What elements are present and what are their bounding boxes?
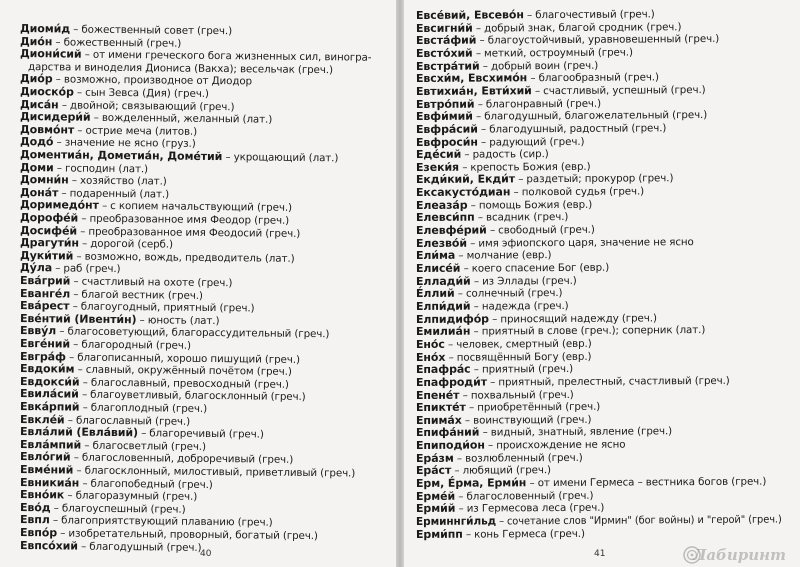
entry-definition: – благословенный, доброречивый (греч.) [70, 451, 294, 467]
watermark-text: Лабиринт [693, 546, 786, 564]
entry-headword: Елеаза́р [415, 198, 468, 212]
entry-definition: – помощь Божия (евр.) [467, 198, 593, 212]
entry-headword: Ено́х [415, 350, 446, 364]
entry-headword: Дона́т [19, 185, 59, 200]
entry-definition: – полковой судья (греч.) [510, 185, 645, 199]
entry-definition: – приятный в слове (греч.); соперник (лат.) [470, 324, 706, 338]
entry-headword: Ева́рест [19, 299, 70, 313]
entry-definition: – славный, окружённый почётом (греч.) [74, 363, 292, 379]
entry-definition: – господин (лат.) [53, 161, 149, 175]
dictionary-entry [416, 512, 782, 529]
entry-definition: – счастливый, успешный (греч.) [531, 83, 706, 98]
entry-definition: – хозяйство (лат.) [68, 174, 167, 188]
entry-headword: Доримедо́нт [19, 198, 99, 213]
entry-definition: – благопобедный (греч.) [79, 477, 213, 491]
entry-headword: Ено́с [415, 337, 445, 351]
entry-headword: Ера́зм [415, 451, 454, 465]
entry-definition: – благоприятствующий плаванию (греч.) [49, 514, 273, 530]
entry-definition: – благославный, превосходный (греч.) [79, 376, 289, 391]
entry-headword: Елезво́й [415, 236, 467, 250]
entry-definition: – раздетый; прокурор (греч.) [514, 172, 674, 186]
entry-definition: – благоуветливый, благосклонный (греч.) [78, 389, 306, 404]
entry-headword: Евфра́сий [415, 122, 478, 136]
entry-definition: – укрощающий (лат.) [222, 151, 339, 165]
entry-definition: – радость (сир.) [461, 148, 549, 161]
entry-headword: Драгути́н [19, 236, 79, 250]
entry-headword: Евстра́тий [415, 59, 480, 73]
entry-headword: Евпо́р [19, 526, 58, 540]
entry-definition: – человек, смертный (евр.) [444, 337, 592, 351]
entry-headword: Еде́сий [415, 147, 462, 162]
entry-headword: Ерме́й [415, 489, 456, 503]
entry-definition: – благословенный (греч.) [455, 489, 594, 503]
entry-headword: Диони́сий [19, 47, 82, 61]
entry-headword: Евгра́ф [19, 349, 66, 364]
entry-definition: – раб (греч.) [51, 262, 121, 276]
entry-headword: Епифа́ний [415, 425, 480, 440]
entry-headword: Евникиа́н [19, 475, 80, 490]
entry-definition: – благодушный, радостный (греч.) [477, 122, 667, 136]
entry-headword: Ерми́пп [415, 527, 463, 541]
entry-definition: – дорогой (серб.) [78, 237, 173, 251]
entry-headword: Еванге́л [19, 286, 71, 301]
entry-definition: – надежда (греч.) [470, 299, 569, 313]
entry-definition: – благоречивый (греч.) [137, 427, 264, 441]
entry-definition: – конь Гермеса (греч.) [462, 527, 585, 541]
entry-headword: Евла́лий (Евла́вий) [19, 425, 139, 440]
entry-definition: – воинствующий (греч.) [461, 413, 592, 427]
entry-definition: – солнечный (греч.) [454, 287, 563, 301]
entry-definition: – вожделенный, желанный (лат.) [90, 111, 273, 126]
entry-headword: Дио́р [19, 72, 53, 86]
entry-definition: – острие меча (литов.) [74, 124, 198, 138]
entry-definition: – юность (лат.) [136, 314, 220, 327]
entry-definition: – сочетание слов "Ирмин" (бог войны) и "герой" (греч.) [495, 513, 782, 528]
entry-headword: Емилиа́н [415, 324, 471, 339]
entry-definition: – значение не ясно (груз.) [53, 136, 196, 151]
entry-headword: Евтихиа́н, Евти́хий [415, 84, 532, 98]
entry-headword: Дио́н [19, 34, 53, 48]
entry-headword: Ду́ла [19, 261, 53, 275]
entry-definition: – похвальный (греч.) [459, 388, 574, 402]
entry-headword: Еве́нтий (Ивенти́н) [19, 311, 137, 327]
entry-definition: – божественный совет (греч.) [69, 23, 233, 38]
entry-headword: Евсто́хий [415, 46, 473, 60]
entry-definition: – благоустойчивый, уравновешенный (греч.) [476, 33, 720, 47]
entry-headword: Екди́кий, Екди́т [415, 172, 516, 187]
entry-headword: Евно́ик [19, 488, 65, 502]
entry-headword: Ева́грий [19, 274, 71, 288]
entry-headword: Ерми́й [415, 502, 456, 516]
entry-definition: – от имени греческого бога жизненных сил, виногра- [81, 48, 372, 64]
entry-definition: – благоугодный, приятный (греч.) [69, 300, 255, 315]
entry-headword: Елпи́дий [415, 299, 471, 313]
entry-definition: – любящий (греч.) [451, 464, 551, 478]
entry-headword: Евло́гий [19, 450, 71, 464]
entry-definition: – свободный (греч.) [486, 223, 595, 237]
entry-headword: Ерм, Е́рма, Ерми́н [415, 476, 527, 491]
entry-definition: – подаренный (лат.) [58, 187, 170, 201]
entry-definition: – имя эфиопского царя, значение не ясно [466, 235, 694, 250]
entry-definition: – меткий, остроумный (греч.) [472, 46, 633, 60]
entry-definition: – благодушный (греч.) [77, 540, 202, 554]
entry-definition: – от имени Гермеса – вестника богов (греч.) [526, 475, 767, 490]
entry-headword: Евсе́вий, Евсево́н [415, 8, 524, 22]
entry-definition: – крепость Божия (евр.) [458, 160, 591, 174]
entry-headword: Епиподи́он [415, 438, 485, 453]
entry-headword: Довмо́нт [19, 122, 75, 137]
entry-headword: Евка́рпий [19, 400, 80, 414]
entry-headword: Евдоки́м [19, 362, 75, 376]
right-page [402, 0, 800, 567]
entry-definition: – благославный (греч.) [64, 414, 191, 428]
entry-definition: – благочестивый (греч.) [523, 8, 655, 22]
entry-headword: Епафра́с [415, 362, 471, 377]
entry-headword: Евсхи́м, Евсхимо́н [415, 71, 528, 86]
entry-definition: – благообразный (греч.) [527, 71, 659, 85]
entry-definition: – из Гермесова леса (греч.) [455, 502, 605, 516]
page-number-left: 40 [200, 549, 212, 559]
entry-headword: Дуки́тий [19, 248, 74, 263]
entry-definition: – из Эллады (греч.) [470, 274, 577, 288]
entry-headword: Ексакусто́диан [415, 185, 511, 200]
entry-definition: – посвящённый Богу (евр.) [445, 350, 592, 364]
entry-definition: – возможно, вождь, предводитель (лат.) [73, 250, 295, 265]
entry-headword: Елпидифо́р [415, 312, 489, 326]
entry-definition: – приятный, прелестный, счастливый (греч.) [486, 374, 730, 389]
entry-headword: Додо́ [19, 135, 54, 149]
entry-headword: Елисе́й [415, 261, 461, 275]
entry-definition: – божественный (греч.) [52, 35, 182, 50]
entry-headword: Диоми́д [19, 22, 71, 36]
entry-definition: – всадник (греч.) [474, 211, 569, 224]
entry-definition: – радующий (греч.) [477, 135, 585, 149]
entry-headword: Евла́мпий [19, 437, 82, 452]
entry-definition: дарства и виноделия Диониса (Вакха); весельчак (греч.) [27, 60, 333, 76]
entry-definition: – коего спасение Бог (евр.) [460, 261, 610, 275]
entry-headword: Епафроди́т [415, 375, 487, 389]
entry-headword: Е́ллий [415, 287, 455, 301]
entry-headword: Евге́ний [19, 337, 71, 351]
entry-definition: – счастливый на охоте (греч.) [70, 275, 233, 290]
entry-definition: – с копием начальствующий (греч.) [98, 200, 293, 215]
entry-headword: Евста́фий [415, 33, 477, 48]
entry-definition: – благоплодный (греч.) [79, 401, 208, 415]
entry-headword: Доментиа́н, Дометиа́н, Доме́тий [19, 148, 223, 164]
entry-headword: Дисидери́й [19, 110, 91, 124]
entry-definition: – благородный (греч.) [69, 338, 191, 352]
entry-headword: Евпсо́хий [19, 538, 78, 553]
entry-definition: – добрый знак, благой сродник (греч.) [472, 20, 682, 35]
entry-definition: – приобретённый (греч.) [465, 400, 601, 414]
entry-headword: Евпл [19, 513, 50, 527]
entry-headword: Епима́х [415, 413, 462, 427]
entry-definition: – двойной; связывающий (греч.) [58, 98, 235, 113]
entry-headword: Дорофе́й [19, 211, 79, 225]
entry-definition: – изобретательный, проворный, богатый (греч.) [56, 527, 318, 543]
entry-definition: – видный, знатный, явление (греч.) [479, 425, 673, 439]
entry-definition: – молчание (евр.) [455, 249, 552, 263]
page-number-right: 41 [594, 549, 606, 559]
entry-headword: Ера́ст [415, 464, 452, 478]
entry-definition: – преобразованное имя Феодор (греч.) [78, 212, 290, 227]
entry-headword: Епикте́т [415, 400, 466, 415]
entry-definition: – возможно, производное от Диодор [52, 73, 253, 88]
entry-headword: Евсигни́й [415, 21, 473, 35]
entry-definition: – благоразумный (греч.) [64, 489, 198, 504]
book-gutter [396, 0, 404, 567]
entry-headword: Евфи́мий [415, 109, 473, 124]
entry-definition: – возлюбленный (греч.) [453, 451, 583, 465]
entry-definition: – происхождение не ясно [484, 438, 626, 452]
entry-definition: – благосоветующий, благорассудительный (греч.) [56, 325, 330, 341]
entry-headword: Домни́н [19, 173, 69, 187]
entry-headword: Ерминнги́льд [415, 514, 497, 528]
entry-headword: Езеки́я [415, 160, 460, 174]
entry-definition: – благой вестник (греч.) [69, 288, 203, 302]
entry-definition: – благосветлый (греч.) [81, 439, 206, 453]
entry-headword: Еллади́й [415, 274, 471, 288]
entry-headword: Доми [19, 160, 54, 174]
entry-headword: Диоско́р [19, 85, 74, 99]
entry-definition: – преобразованное имя Феодосий (греч.) [76, 225, 301, 240]
entry-headword: Евву́л [19, 324, 57, 338]
entry-headword: Елевфе́рий [415, 223, 487, 238]
entry-headword: Евтро́пий [415, 97, 475, 111]
entry-definition: – приносящий надежду (греч.) [488, 311, 657, 326]
left-page [0, 0, 398, 567]
entry-headword: Евме́ний [19, 463, 74, 477]
dictionary-entry [20, 539, 202, 555]
entry-definition: – благописанный, хорошо пишущий (греч.) [65, 351, 300, 366]
entry-definition: – приятный (греч.) [470, 363, 574, 376]
entry-definition: – благосклонный, милостивый, приветливый (греч.) [73, 464, 356, 480]
entry-headword: Епене́т [415, 388, 460, 402]
entry-headword: Евфроси́н [415, 135, 478, 149]
entry-definition: – благоуспешный (греч.) [50, 502, 186, 516]
entry-definition: – сын Зевса (Дия) (греч.) [73, 86, 209, 100]
entry-definition: – благонравный (греч.) [474, 97, 602, 111]
entry-headword: Евкле́й [19, 412, 65, 427]
entry-headword: Досифе́й [19, 223, 78, 238]
entry-headword: Елевси́пп [415, 210, 475, 225]
dictionary-entry [416, 526, 585, 541]
entry-headword: Ево́д [19, 500, 51, 515]
entry-definition: – благодушный, благожелательный (греч.) [472, 109, 708, 123]
entry-headword: Диса́н [19, 97, 59, 111]
entry-headword: Евила́сий [19, 387, 79, 402]
entry-headword: Евдокси́й [19, 374, 80, 389]
entry-headword: Ели́ма [415, 249, 456, 263]
entry-definition: – добрый воин (греч.) [479, 59, 599, 73]
